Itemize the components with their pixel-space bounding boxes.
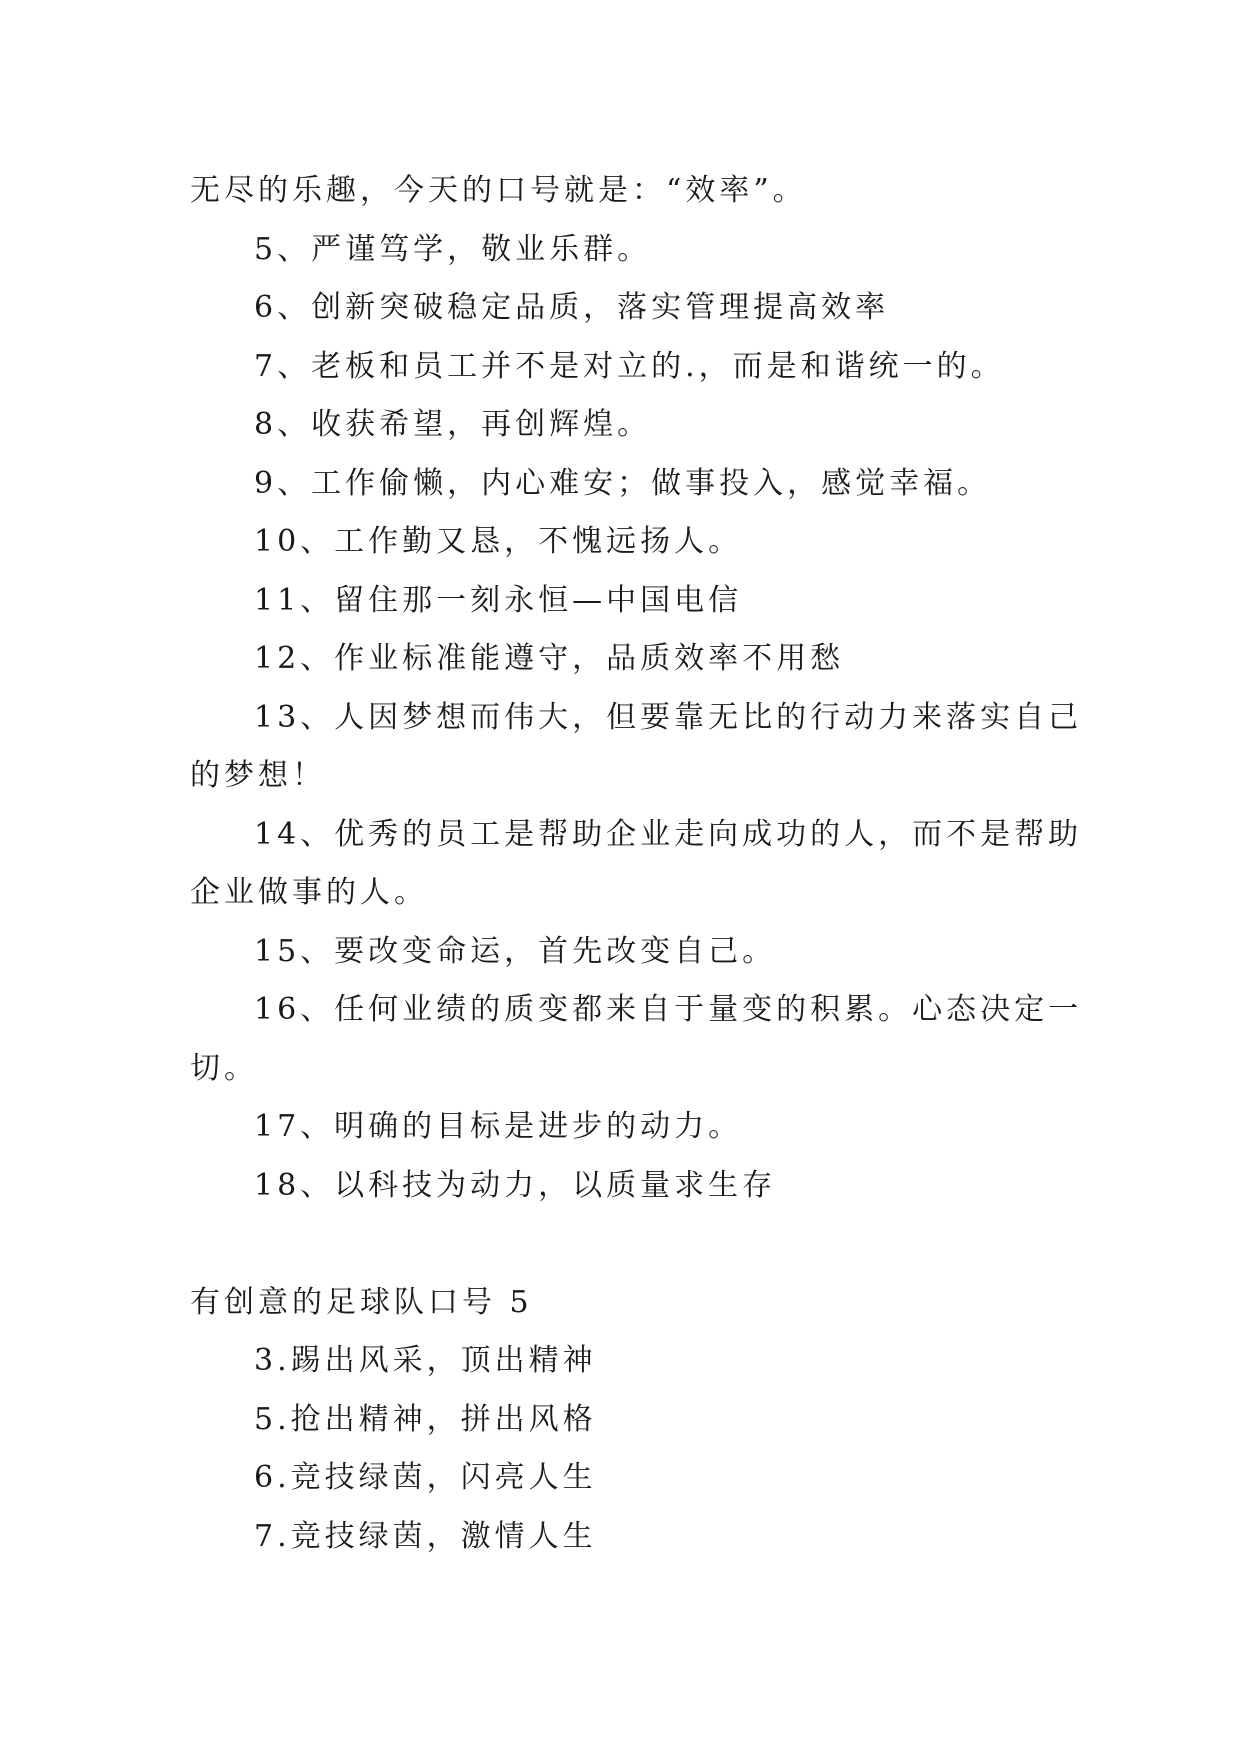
football-slogan-item: 5.抢出精神，拼出风格 bbox=[254, 1401, 597, 1437]
slogan-item: 12、作业标准能遵守，品质效率不用愁 bbox=[254, 641, 845, 676]
slogan-item-continuation: 企业做事的人。 bbox=[190, 875, 428, 910]
section-title: 有创意的足球队口号 5 bbox=[190, 1284, 533, 1320]
text-line: 无尽的乐趣，今天的口号就是：“效率”。 bbox=[190, 173, 807, 208]
slogan-item: 11、留住那一刻永恒—中国电信 bbox=[254, 582, 743, 618]
slogan-item: 8、收获希望，再创辉煌。 bbox=[254, 407, 652, 442]
slogan-item: 6、创新突破稳定品质，落实管理提高效率 bbox=[254, 290, 890, 325]
slogan-item: 18、以科技为动力，以质量求生存 bbox=[254, 1167, 777, 1203]
slogan-item-continuation: 切。 bbox=[190, 1050, 258, 1086]
slogan-item: 14、优秀的员工是帮助企业走向成功的人，而不是帮助 bbox=[254, 816, 1083, 852]
football-slogan-item: 3.踢出风采，顶出精神 bbox=[254, 1343, 597, 1378]
document-body bbox=[190, 162, 1083, 1566]
slogan-item: 16、任何业绩的质变都来自于量变的积累。心态决定一 bbox=[254, 992, 1083, 1027]
football-slogan-item: 7.竞技绿茵，激情人生 bbox=[254, 1518, 597, 1554]
slogan-item: 7、老板和员工并不是对立的.，而是和谐统一的。 bbox=[254, 348, 1005, 384]
slogan-item: 17、明确的目标是进步的动力。 bbox=[254, 1109, 743, 1144]
slogan-item: 13、人因梦想而伟大，但要靠无比的行动力来落实自己 bbox=[254, 699, 1083, 735]
section-spacer bbox=[190, 1215, 1060, 1274]
slogan-item: 9、工作偷懒，内心难安；做事投入，感觉幸福。 bbox=[254, 465, 992, 501]
slogan-item-continuation: 的梦想！ bbox=[190, 758, 326, 793]
slogan-item: 15、要改变命运，首先改变自己。 bbox=[254, 933, 777, 969]
slogan-item: 5、严谨笃学，敬业乐群。 bbox=[254, 231, 652, 267]
slogan-item: 10、工作勤又恳，不愧远扬人。 bbox=[254, 524, 743, 559]
football-slogan-item: 6.竞技绿茵，闪亮人生 bbox=[254, 1460, 597, 1495]
